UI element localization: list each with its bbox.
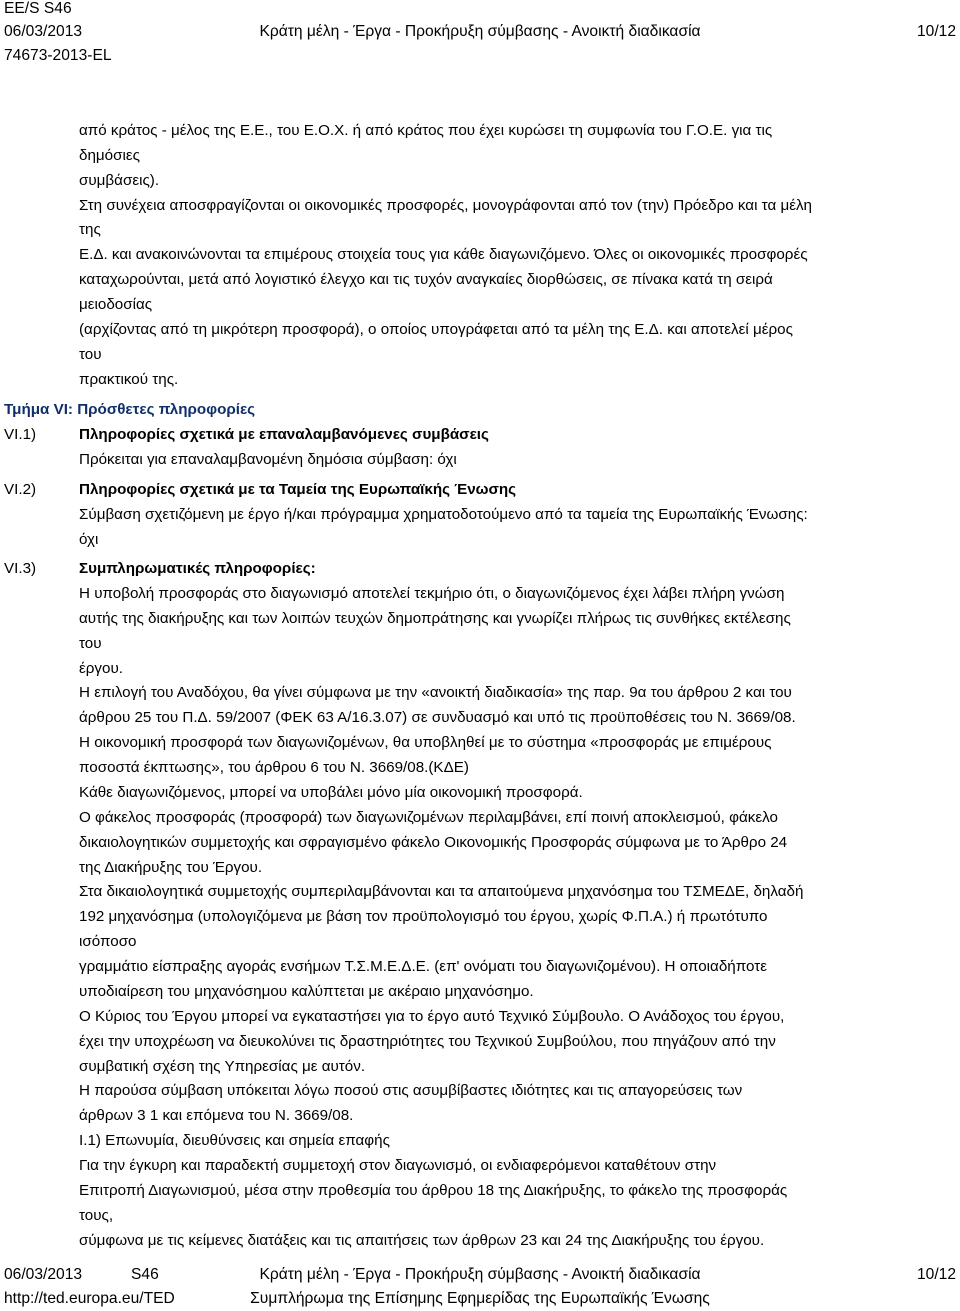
text-line: ποσοστά έκπτωσης», του άρθρου 6 του Ν. 3669/08.(ΚΔΕ)	[79, 759, 469, 776]
text-line: Επιτροπή Διαγωνισμού, μέσα στην προθεσμία του άρθρου 18 της Διακήρυξης, το φάκελο της προσφοράς	[79, 1182, 788, 1199]
item-title: Πληροφορίες σχετικά με επαναλαμβανόμενες συμβάσεις	[79, 426, 489, 443]
text-line: Για την έγκυρη και παραδεκτή συμμετοχή στον διαγωνισμό, οι ενδιαφερόμενοι καταθέτουν στην	[79, 1157, 717, 1174]
item-title: Συμπληρωματικές πληροφορίες:	[79, 560, 316, 577]
text-line: Ο φάκελος προσφοράς (προσφορά) των διαγωνιζομένων περιλαμβάνει, επί ποινή αποκλεισμού, φάκελο	[79, 809, 778, 826]
footer-page-number: 10/12	[916, 1266, 956, 1283]
text-line: δικαιολογητικών συμμετοχής και σφραγισμένο φάκελο Οικονομικής Προσφοράς σύμφωνα με το Άρθρο 24	[79, 834, 788, 851]
text-line: από κράτος - μέλος της Ε.Ε., του Ε.Ο.Χ. ή από κράτος που έχει κυρώσει τη συμφωνία του Γ.Ο.Ε. για τις	[79, 122, 773, 139]
text-line: Η οικονομική προσφορά των διαγωνιζομένων, θα υποβληθεί με το σύστημα «προσφοράς με επιμέρους	[79, 734, 772, 751]
header-title: Κράτη μέλη - Έργα - Προκήρυξη σύμβασης - Ανοικτή διαδικασία	[259, 23, 701, 40]
text-line: σύμφωνα με τις κείμενες διατάξεις και τις απαιτήσεις των άρθρων 23 και 24 της Διακήρυξης του έργου.	[79, 1232, 765, 1249]
text-line: άρθρου 25 του Π.Δ. 59/2007 (ΦΕΚ 63 Α/16.3.07) σε συνδυασμό και υπό τις προϋποθέσεις του Ν. 3669/08.	[79, 709, 796, 726]
text-line: Ε.Δ. και ανακοινώνονται τα επιμέρους στοιχεία τους για κάθε διαγωνιζόμενο. Όλες οι οικονομικές προσφορές	[79, 246, 808, 263]
item-title: Πληροφορίες σχετικά με τα Ταμεία της Ευρωπαϊκής Ένωσης	[79, 481, 517, 498]
text-line: 192 μηχανόσημα (υπολογιζόμενα με βάση τον προϋπολογισμό του έργου, χωρίς Φ.Π.Α.) ή πρωτότυπο	[79, 908, 768, 925]
text-line: (αρχίζοντας από τη μικρότερη προσφορά), ο οποίος υπογράφεται από τα μέλη της Ε.Δ. και αποτελεί μέρος	[79, 321, 793, 338]
text-line: αυτής της διακήρυξης και των λοιπών τευχών δημοπράτησης και γνωρίζει πλήρως τις συνθήκες εκτέλεσης	[79, 610, 791, 627]
text-line: υποδιαίρεση του μηχανόσημου καλύπτεται με ακέραιο μηχανόσημο.	[79, 983, 534, 1000]
text-line: της Διακήρυξης του Έργου.	[79, 859, 263, 876]
text-line: Σύμβαση σχετιζόμενη με έργο ή/και πρόγραμμα χρηματοδοτούμενο από τα ταμεία της Ευρωπαϊκής Ένωσης:	[79, 506, 808, 523]
footer-title: Κράτη μέλη - Έργα - Προκήρυξη σύμβασης - Ανοικτή διαδικασία	[259, 1266, 701, 1283]
text-line: ισόποσο	[79, 933, 137, 950]
text-line: της	[79, 221, 101, 238]
text-line: συμβάσεις).	[79, 172, 160, 189]
text-line: έργου.	[79, 660, 123, 677]
text-line: του	[79, 346, 102, 363]
item-number: VI.3)	[4, 560, 37, 577]
page-footer	[4, 1264, 956, 1310]
page-header	[4, 0, 956, 66]
text-line: συμβατική σχέση της Υπηρεσίας με αυτόν.	[79, 1058, 366, 1075]
footer-publication: Συμπλήρωμα της Επίσημης Εφημερίδας της Ευρωπαϊκής Ένωσης	[250, 1290, 710, 1307]
text-line: Η παρούσα σύμβαση υπόκειται λόγω ποσού στις ασυμβίβαστες ιδιότητες και τις απαγορεύσεις των	[79, 1082, 743, 1099]
header-date: 06/03/2013	[4, 23, 83, 40]
text-line: Ο Κύριος του Έργου μπορεί να εγκαταστήσει για το έργο αυτό Τεχνικό Σύμβουλο. Ο Ανάδοχος του έργου,	[79, 1008, 785, 1025]
text-line: Η επιλογή του Αναδόχου, θα γίνει σύμφωνα με την «ανοικτή διαδικασία» της παρ. 9α του άρθρου 2 και του	[79, 684, 792, 701]
text-line: του	[79, 635, 102, 652]
header-notice-id: 74673-2013-EL	[4, 47, 112, 64]
text-line: έχει την υποχρέωση να διευκολύνει τις δραστηριότητες του Τεχνικού Συμβούλου, που πηγάζουν από την	[79, 1033, 776, 1050]
text-line: Πρόκειται για επαναλαμβανομένη δημόσια σύμβαση: όχι	[79, 451, 457, 468]
text-line: Η υποβολή προσφοράς στο διαγωνισμό αποτελεί τεκμήριο ότι, ο διαγωνιζόμενος έχει λάβει πλήρη γνώση	[79, 585, 785, 602]
footer-url[interactable]: http://ted.europa.eu/TED	[4, 1290, 175, 1307]
text-line: Ι.1) Επωνυμία, διευθύνσεις και σημεία επαφής	[79, 1132, 390, 1149]
header-doc-id: EE/S S46	[4, 0, 72, 17]
text-line: μειοδοσίας	[79, 296, 153, 313]
text-line: άρθρων 3 1 και επόμενα του Ν. 3669/08.	[79, 1107, 354, 1124]
text-line: Στη συνέχεια αποσφραγίζονται οι οικονομικές προσφορές, μονογράφονται από τον (την) Πρόεδρο και τα μέλη	[79, 197, 813, 214]
section-title: Τμήμα VI: Πρόσθετες πληροφορίες	[4, 401, 256, 418]
text-line: Στα δικαιολογητικά συμμετοχής συμπεριλαμβάνονται και τα απαιτούμενα μηχανόσημα του ΤΣΜΕΔΕ, δηλαδή	[79, 883, 804, 900]
text-line: πρακτικού της.	[79, 371, 179, 388]
text-line: γραμμάτιο είσπραξης αγοράς ενσήμων Τ.Σ.Μ.Ε.Δ.Ε. (επ' ονόματι του διαγωνιζομένου). Η οποιαδήποτε	[79, 958, 767, 975]
text-line: δημόσιες	[79, 147, 140, 164]
footer-date: 06/03/2013	[4, 1266, 83, 1283]
text-line: Κάθε διαγωνιζόμενος, μπορεί να υποβάλει μόνο μία οικονομική προσφορά.	[79, 784, 583, 801]
item-number: VI.1)	[4, 426, 37, 443]
text-line: όχι	[79, 531, 99, 548]
header-page-number: 10/12	[916, 23, 956, 40]
item-number: VI.2)	[4, 481, 37, 498]
text-line: τους,	[79, 1207, 114, 1224]
text-line: καταχωρούνται, μετά από λογιστικό έλεγχο και τις τυχόν αναγκαίες διορθώσεις, σε πίνακα κατά τη σειρά	[79, 271, 773, 288]
footer-code: S46	[131, 1266, 159, 1283]
